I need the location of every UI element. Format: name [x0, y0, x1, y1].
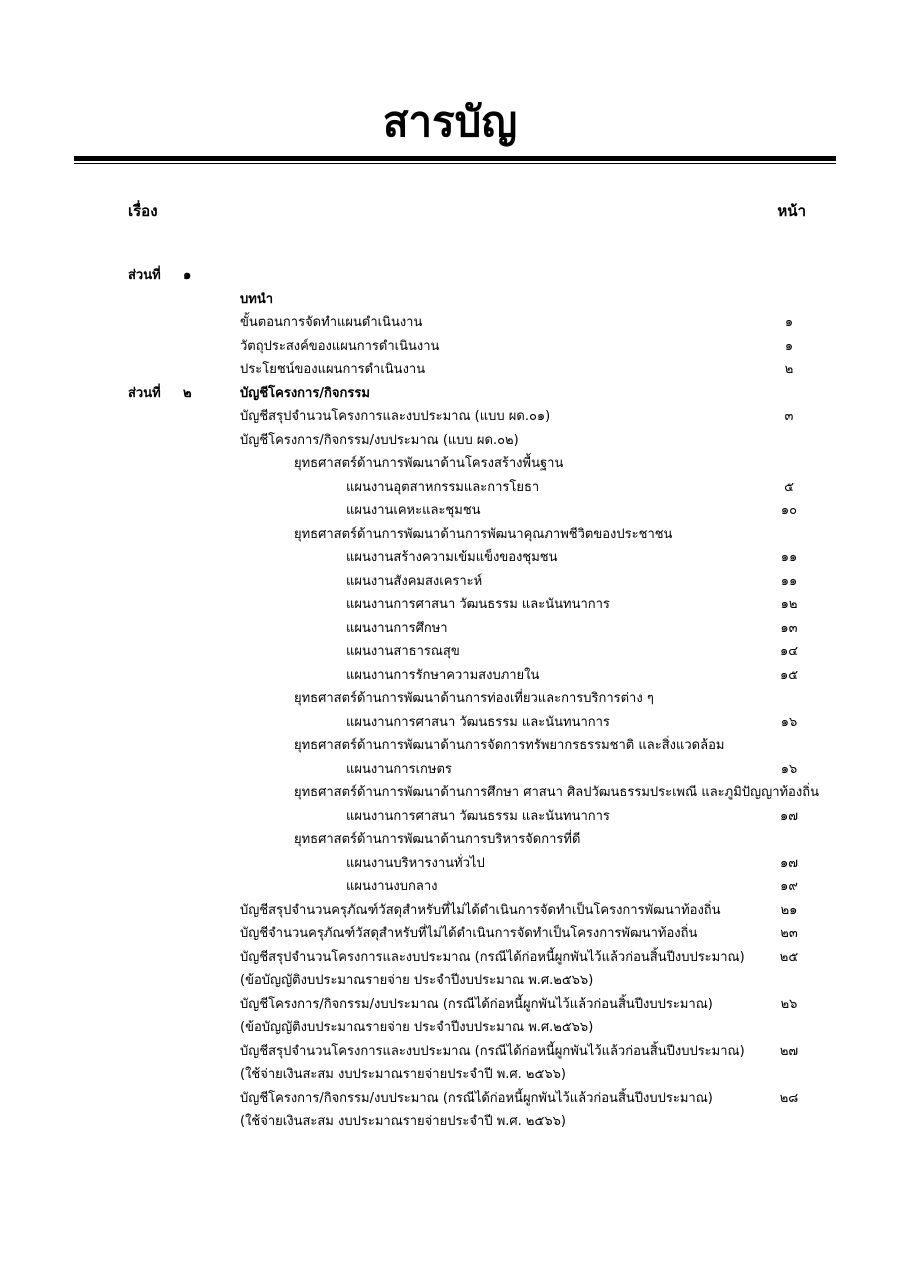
toc-row — [0, 922, 900, 946]
toc-entry-title: ประโยชน์ของแผนการดำเนินงาน — [240, 362, 426, 377]
toc-row — [0, 617, 900, 641]
section-number: ๑ — [183, 268, 192, 283]
toc-entry-title: (ใช้จ่ายเงินสะสม งบประมาณรายจ่ายประจำปี พ.ศ. ๒๕๖๖) — [240, 1114, 566, 1129]
toc-row — [0, 969, 900, 993]
toc-page-number: ๓ — [784, 409, 794, 424]
toc-entry-title: ยุทธศาสตร์ด้านการพัฒนาด้านการพัฒนาคุณภาพชีวิตของประชาชน — [294, 526, 673, 542]
toc-row — [0, 499, 900, 523]
toc-entry-title: บัญชีจำนวนครุภัณฑ์วัสดุสำหรับที่ไม่ได้ดำเนินการจัดทำเป็นโครงการพัฒนาท้องถิ่น — [240, 926, 698, 941]
toc-page-number: ๒๓ — [780, 926, 798, 941]
toc-row — [0, 758, 900, 782]
toc-row — [0, 1040, 900, 1064]
toc-entry-title: แผนงานสังคมสงเคราะห์ — [346, 573, 483, 589]
toc-row — [0, 664, 900, 688]
toc-row — [0, 734, 900, 758]
toc-entry-title: บัญชีโครงการ/กิจกรรม/งบประมาณ (กรณีได้ก่อหนี้ผูกพันไว้แล้วก่อนสิ้นปีงบประมาณ) — [240, 996, 713, 1012]
toc-entry-title: ยุทธศาสตร์ด้านการพัฒนาด้านโครงสร้างพื้นฐาน — [294, 456, 564, 471]
toc-row — [0, 828, 900, 852]
toc-entry-title: บัญชีโครงการ/กิจกรรม/งบประมาณ (แบบ ผด.๐๒) — [240, 432, 519, 448]
toc-entry-title: ขั้นตอนการจัดทำแผนดำเนินงาน — [240, 315, 423, 330]
toc-row — [0, 382, 900, 406]
toc-entry-title: บัญชีสรุปจำนวนโครงการและงบประมาณ (กรณีได้ก่อหนี้ผูกพันไว้แล้วก่อนสิ้นปีงบประมาณ) — [240, 1043, 745, 1059]
toc-entry-title: (ข้อบัญญัติงบประมาณรายจ่าย ประจำปีงบประมาณ พ.ศ.๒๕๖๖) — [240, 1020, 594, 1035]
toc-row — [0, 711, 900, 735]
section-label: ส่วนที่ — [128, 385, 161, 401]
toc-row — [0, 1063, 900, 1087]
toc-row — [0, 899, 900, 923]
toc-page-number: ๕ — [784, 479, 794, 495]
toc-page-number: ๑๙ — [780, 879, 798, 894]
toc-page-number: ๑๒ — [780, 597, 798, 612]
toc-page-number: ๑๐ — [780, 503, 798, 518]
toc-entry-title: บัญชีโครงการ/กิจกรรม — [240, 385, 370, 401]
toc-entry-title: (ใช้จ่ายเงินสะสม งบประมาณรายจ่ายประจำปี พ.ศ. ๒๕๖๖) — [240, 1067, 566, 1082]
toc-row — [0, 335, 900, 359]
toc-row — [0, 311, 900, 335]
toc-entry-title: แผนงานการศาสนา วัฒนธรรม และนันทนาการ — [346, 597, 610, 612]
section-label: ส่วนที่ — [128, 268, 161, 283]
toc-entry-title: แผนงานการศึกษา — [346, 620, 448, 636]
toc-row — [0, 570, 900, 594]
toc-row — [0, 781, 900, 805]
toc-row — [0, 687, 900, 711]
toc-entry-title: บัญชีสรุปจำนวนโครงการและงบประมาณ (กรณีได้ก่อหนี้ผูกพันไว้แล้วก่อนสิ้นปีงบประมาณ) — [240, 949, 745, 965]
toc-entry-title: แผนงานอุตสาหกรรมและการโยธา — [346, 479, 540, 495]
toc-entry-title: วัตถุประสงค์ของแผนการดำเนินงาน — [240, 338, 440, 354]
page-title: สารบัญ — [382, 97, 518, 146]
toc-entry-title: (ข้อบัญญัติงบประมาณรายจ่าย ประจำปีงบประมาณ พ.ศ.๒๕๖๖) — [240, 973, 594, 988]
toc-page-number: ๑๗ — [779, 855, 799, 871]
column-header-page: หน้า — [777, 202, 806, 220]
toc-entry-title: บัญชีโครงการ/กิจกรรม/งบประมาณ (กรณีได้ก่อหนี้ผูกพันไว้แล้วก่อนสิ้นปีงบประมาณ) — [240, 1090, 713, 1106]
toc-page-number: ๑๖ — [780, 761, 798, 777]
toc-entry-title: แผนงานบริหารงานทั่วไป — [346, 855, 485, 871]
toc-page-number: ๒๖ — [780, 996, 798, 1012]
toc-page-number: ๑ — [784, 338, 794, 354]
toc-row — [0, 429, 900, 453]
toc-page-number: ๒๑ — [780, 902, 798, 918]
toc-row — [0, 875, 900, 899]
toc-row — [0, 264, 900, 288]
toc-row — [0, 405, 900, 429]
toc-page-number: ๒ — [784, 362, 794, 377]
toc-entry-title: แผนงานการรักษาความสงบภายใน — [346, 667, 540, 683]
toc-page-number: ๑๗ — [779, 808, 799, 824]
toc-entry-title: ยุทธศาสตร์ด้านการพัฒนาด้านการท่องเที่ยวและการบริการต่าง ๆ — [294, 691, 654, 706]
title-rule-thin — [74, 163, 836, 164]
toc-row — [0, 1087, 900, 1111]
toc-row — [0, 546, 900, 570]
toc-row — [0, 288, 900, 312]
toc-page-number: ๑๔ — [779, 644, 799, 659]
toc-row — [0, 1016, 900, 1040]
toc-entry-title: แผนงานการศาสนา วัฒนธรรม และนันทนาการ — [346, 714, 610, 730]
toc-entry-title: ยุทธศาสตร์ด้านการพัฒนาด้านการบริหารจัดการที่ดี — [294, 832, 581, 847]
toc-entry-title: แผนงานการเกษตร — [346, 761, 452, 777]
title-rule-thick — [74, 156, 836, 161]
toc-row — [0, 1110, 900, 1134]
toc-row — [0, 805, 900, 829]
toc-row — [0, 852, 900, 876]
toc-entry-title: ยุทธศาสตร์ด้านการพัฒนาด้านการศึกษา ศาสนา ศิลปวัฒนธรรมประเพณี และภูมิปัญญาท้องถิ่น — [294, 785, 819, 800]
toc-entry-title: ยุทธศาสตร์ด้านการพัฒนาด้านการจัดการทรัพยากรธรรมชาติ และสิ่งแวดล้อม — [294, 738, 725, 753]
toc-row — [0, 946, 900, 970]
toc-page-number: ๒๗ — [779, 1043, 799, 1059]
toc-entry-title: แผนงานสร้างความเข้มแข็งของชุมชน — [346, 550, 558, 565]
toc-entry-title: แผนงานงบกลาง — [346, 879, 438, 894]
toc-page-number: ๑๑ — [780, 550, 798, 565]
toc-row — [0, 452, 900, 476]
toc-page-number: ๑๖ — [780, 714, 798, 730]
toc-row — [0, 640, 900, 664]
toc-page-number: ๒๘ — [779, 1090, 799, 1106]
toc-entry-title: แผนงานเคหะและชุมชน — [346, 503, 481, 518]
column-header-subject: เรื่อง — [128, 202, 158, 220]
toc-entry-title: บทนำ — [240, 291, 274, 307]
toc-entry-title: บัญชีสรุปจำนวนครุภัณฑ์วัสดุสำหรับที่ไม่ได้ดำเนินการจัดทำเป็นโครงการพัฒนาท้องถิ่น — [240, 902, 721, 918]
toc-entry-title: บัญชีสรุปจำนวนโครงการและงบประมาณ (แบบ ผด.๐๑) — [240, 409, 551, 424]
toc-entry-title: แผนงานการศาสนา วัฒนธรรม และนันทนาการ — [346, 808, 610, 824]
toc-page-number: ๑ — [784, 315, 794, 330]
toc-page-number: ๑๑ — [780, 573, 798, 589]
toc-row — [0, 993, 900, 1017]
toc-page-number: ๑๓ — [780, 620, 798, 636]
toc-page-number: ๑๕ — [779, 667, 799, 683]
section-number: ๒ — [183, 385, 192, 401]
toc-page-number: ๒๕ — [779, 949, 799, 965]
toc-row — [0, 358, 900, 382]
toc-row — [0, 523, 900, 547]
toc-entry-title: แผนงานสาธารณสุข — [346, 644, 460, 659]
toc-row — [0, 476, 900, 500]
toc-row — [0, 593, 900, 617]
